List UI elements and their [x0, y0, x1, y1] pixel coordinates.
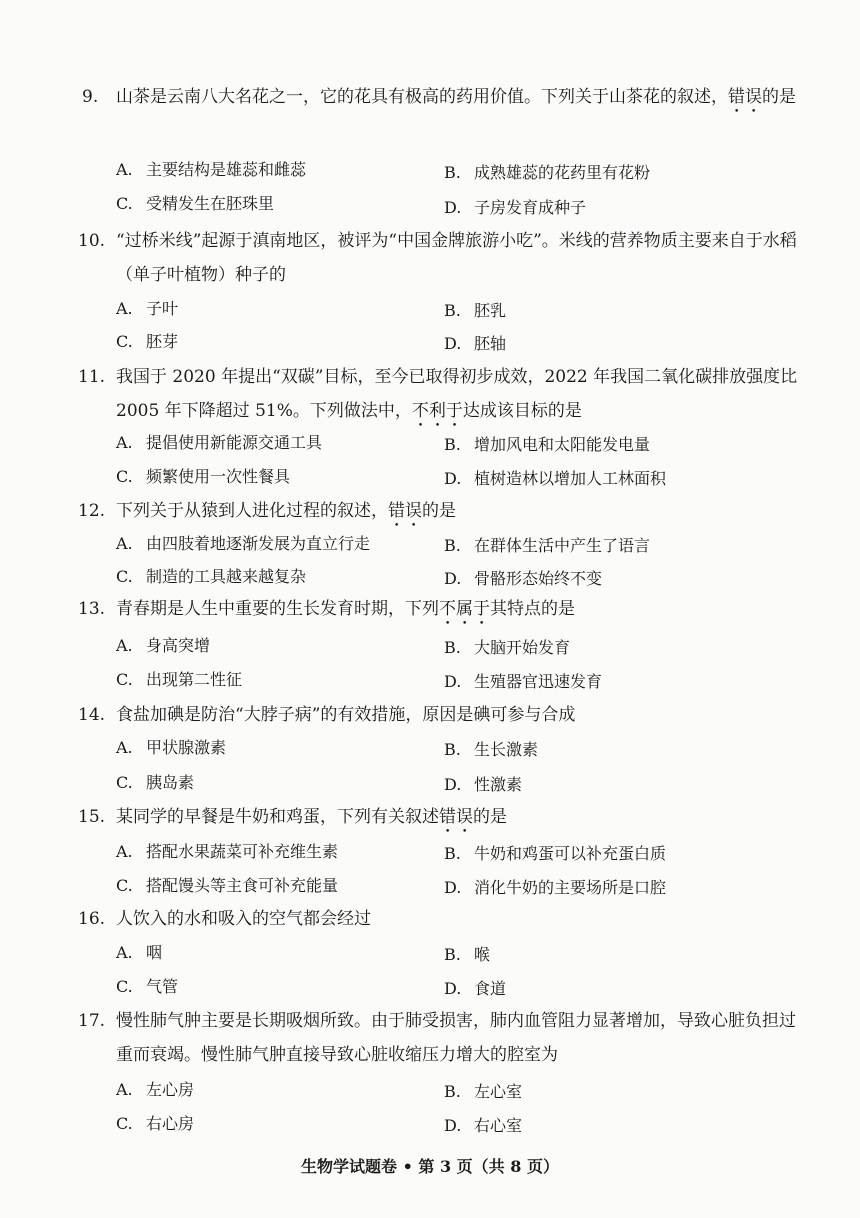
question-10: [78, 224, 798, 292]
question-12: [78, 494, 798, 531]
option-d: D. 食道: [444, 979, 507, 998]
question-15: [78, 800, 798, 837]
option-a: A. 甲状腺激素: [116, 738, 227, 757]
option-a: A. 搭配水果蔬菜可补充维生素: [116, 842, 339, 861]
question-number: 13.: [78, 599, 106, 619]
question-number: 16.: [78, 909, 106, 929]
option-a: A. 咽: [116, 943, 163, 962]
option-a: A. 左心房: [116, 1080, 195, 1099]
question-stem: 青春期是人生中重要的生长发育时期，下列不属于其特点的是: [116, 599, 575, 619]
option-d: D. 消化牛奶的主要场所是口腔: [444, 878, 667, 897]
option-b: B. 牛奶和鸡蛋可以补充蛋白质: [444, 844, 667, 863]
option-b: B. 增加风电和太阳能发电量: [444, 435, 651, 454]
option-c: C. 受精发生在胚珠里: [116, 194, 275, 213]
option-c: C. 胰岛素: [116, 773, 195, 792]
option-d: D. 胚轴: [444, 334, 507, 353]
option-d: D. 植树造林以增加人工林面积: [444, 469, 667, 488]
question-9: [82, 80, 798, 117]
question-16: [78, 902, 798, 936]
option-c: C. 制造的工具越来越复杂: [116, 567, 307, 586]
emphasis-text: 不属于: [439, 599, 490, 619]
option-d: D. 生殖器官迅速发育: [444, 672, 603, 691]
question-number: 15.: [78, 807, 106, 827]
option-a: A. 主要结构是雄蕊和雌蕊: [116, 160, 307, 179]
question-number: 10.: [78, 231, 106, 251]
question-stem: 食盐加碘是防治“大脖子病”的有效措施，原因是碘可参与合成: [116, 705, 576, 725]
option-c: C. 气管: [116, 977, 179, 996]
option-d: D. 骨骼形态始终不变: [444, 569, 603, 588]
emphasis-text: 不利于: [411, 401, 463, 421]
option-d: D. 性激素: [444, 775, 523, 794]
option-d: D. 子房发育成种子: [444, 198, 587, 217]
option-a: A. 子叶: [116, 299, 179, 318]
question-stem: 下列关于从猿到人进化过程的叙述，错误的是: [116, 501, 456, 521]
question-number: 12.: [78, 501, 106, 521]
option-d: D. 右心室: [444, 1116, 523, 1135]
option-b: B. 成熟雄蕊的花药里有花粉: [444, 163, 651, 182]
question-stem: 山茶是云南八大名花之一，它的花具有极高的药用价值。下列关于山茶花的叙述，错误的是: [116, 87, 796, 107]
option-a: A. 由四肢着地逐渐发展为直立行走: [116, 534, 371, 553]
option-c: C. 右心房: [116, 1114, 195, 1133]
option-c: C. 搭配馒头等主食可补充能量: [116, 876, 339, 895]
question-stem: 慢性肺气肿主要是长期吸烟所致。由于肺受损害，肺内血管阻力显著增加，导致心脏负担过重而衰竭。慢性肺气肿直接导致心脏收缩压力增大的腔室为: [116, 1011, 796, 1065]
option-b: B. 喉: [444, 945, 491, 964]
question-number: 17.: [78, 1011, 106, 1031]
option-a: A. 身高突增: [116, 636, 211, 655]
question-number: 9.: [82, 87, 99, 107]
option-b: B. 大脑开始发育: [444, 638, 571, 657]
option-c: C. 胚芽: [116, 332, 179, 351]
page-footer: 生物学试题卷 • 第 3 页（共 8 页）: [301, 1157, 559, 1176]
emphasis-text: 错误: [439, 807, 473, 827]
question-13: [78, 592, 798, 629]
question-stem: 我国于 2020 年提出“双碳”目标，至今已取得初步成效，2022 年我国二氧化碳排放强度比 2005 年下降超过 51%。下列做法中，不利于达成该目标的是: [116, 367, 798, 421]
question-14: [78, 698, 798, 732]
question-stem: 人饮入的水和吸入的空气都会经过: [116, 909, 371, 929]
option-c: C. 频繁使用一次性餐具: [116, 467, 291, 486]
question-stem: 某同学的早餐是牛奶和鸡蛋，下列有关叙述错误的是: [116, 807, 507, 827]
question-number: 11.: [78, 367, 106, 387]
option-b: B. 在群体生活中产生了语言: [444, 536, 651, 555]
question-number: 14.: [78, 705, 106, 725]
emphasis-text: 错误: [388, 501, 422, 521]
question-11: [78, 360, 798, 431]
option-c: C. 出现第二性征: [116, 670, 243, 689]
option-a: A. 提倡使用新能源交通工具: [116, 433, 323, 452]
option-b: B. 胚乳: [444, 301, 507, 320]
option-b: B. 生长激素: [444, 740, 539, 759]
option-b: B. 左心室: [444, 1082, 523, 1101]
question-stem: “过桥米线”起源于滇南地区，被评为“中国金牌旅游小吃”。米线的营养物质主要来自于水稻（单子叶植物）种子的: [116, 231, 797, 285]
question-17: [78, 1004, 798, 1072]
emphasis-text: 错误: [728, 87, 762, 107]
